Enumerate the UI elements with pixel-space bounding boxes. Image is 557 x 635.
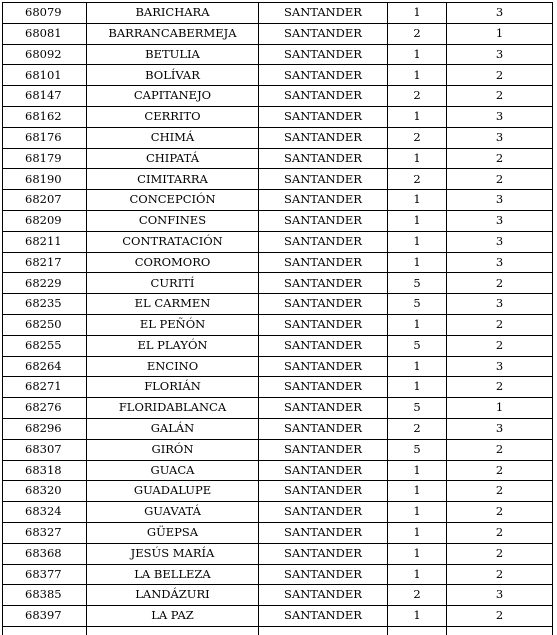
department-cell: SANTANDER (259, 564, 388, 585)
municipality-code-cell: 68079 (3, 3, 87, 24)
value-a-cell: 2 (388, 418, 447, 439)
value-a-cell: 1 (388, 148, 447, 169)
empty-cell (388, 626, 447, 635)
value-b-cell: 2 (447, 314, 553, 335)
value-b-cell: 3 (447, 231, 553, 252)
table-row (3, 273, 553, 294)
table-row (3, 86, 553, 107)
value-a-cell: 2 (388, 23, 447, 44)
municipality-code-cell: 68318 (3, 460, 87, 481)
value-a-cell: 1 (388, 543, 447, 564)
table-row (3, 148, 553, 169)
value-a-cell: 2 (388, 86, 447, 107)
municipality-name-cell: CONCEPCIÓN (87, 190, 259, 211)
municipality-name-cell: BARICHARA (87, 3, 259, 24)
value-a-cell: 1 (388, 377, 447, 398)
table-row (3, 502, 553, 523)
value-b-cell: 2 (447, 273, 553, 294)
municipality-code-cell: 68235 (3, 294, 87, 315)
department-cell: SANTANDER (259, 3, 388, 24)
municipality-code-cell: 68217 (3, 252, 87, 273)
value-a-cell: 1 (388, 564, 447, 585)
municipality-code-cell: 68324 (3, 502, 87, 523)
department-cell: SANTANDER (259, 148, 388, 169)
department-cell: SANTANDER (259, 190, 388, 211)
table-row (3, 439, 553, 460)
municipality-name-cell: CERRITO (87, 106, 259, 127)
value-a-cell: 5 (388, 273, 447, 294)
table-row (3, 127, 553, 148)
table-row (3, 418, 553, 439)
value-b-cell: 2 (447, 148, 553, 169)
department-cell: SANTANDER (259, 335, 388, 356)
department-cell: SANTANDER (259, 23, 388, 44)
municipality-name-cell: GALÁN (87, 418, 259, 439)
value-b-cell: 2 (447, 439, 553, 460)
municipality-name-cell: LA BELLEZA (87, 564, 259, 585)
value-b-cell: 2 (447, 460, 553, 481)
table-row (3, 294, 553, 315)
value-a-cell: 1 (388, 3, 447, 24)
table-row (3, 398, 553, 419)
municipality-code-cell: 68385 (3, 585, 87, 606)
municipality-name-cell: FLORIDABLANCA (87, 398, 259, 419)
value-b-cell: 2 (447, 86, 553, 107)
department-cell: SANTANDER (259, 106, 388, 127)
municipality-table (2, 2, 553, 635)
municipality-code-cell: 68264 (3, 356, 87, 377)
value-b-cell: 2 (447, 606, 553, 627)
municipality-code-cell: 68397 (3, 606, 87, 627)
municipality-name-cell: CIMITARRA (87, 169, 259, 190)
table-row (3, 585, 553, 606)
value-a-cell: 1 (388, 502, 447, 523)
municipality-code-cell: 68271 (3, 377, 87, 398)
value-b-cell: 3 (447, 127, 553, 148)
municipality-code-cell: 68207 (3, 190, 87, 211)
value-a-cell: 1 (388, 106, 447, 127)
value-b-cell: 1 (447, 23, 553, 44)
municipality-name-cell: FLORIÁN (87, 377, 259, 398)
table-row (3, 190, 553, 211)
department-cell: SANTANDER (259, 543, 388, 564)
value-b-cell: 2 (447, 335, 553, 356)
department-cell: SANTANDER (259, 231, 388, 252)
municipality-name-cell: EL PLAYÓN (87, 335, 259, 356)
value-b-cell: 2 (447, 564, 553, 585)
department-cell: SANTANDER (259, 252, 388, 273)
table-row-partial (3, 626, 553, 635)
municipality-code-cell: 68190 (3, 169, 87, 190)
table-row (3, 543, 553, 564)
table-row (3, 252, 553, 273)
department-cell: SANTANDER (259, 585, 388, 606)
table-row (3, 335, 553, 356)
table-row (3, 522, 553, 543)
municipality-name-cell: CAPITANEJO (87, 86, 259, 107)
table-row (3, 23, 553, 44)
municipality-name-cell: GUAVATÁ (87, 502, 259, 523)
empty-cell (3, 626, 87, 635)
municipality-code-cell: 68368 (3, 543, 87, 564)
municipality-code-cell: 68092 (3, 44, 87, 65)
municipality-name-cell: CHIPATÁ (87, 148, 259, 169)
value-a-cell: 2 (388, 169, 447, 190)
municipality-name-cell: LA PAZ (87, 606, 259, 627)
value-a-cell: 5 (388, 294, 447, 315)
department-cell: SANTANDER (259, 86, 388, 107)
department-cell: SANTANDER (259, 439, 388, 460)
municipality-name-cell: LANDÁZURI (87, 585, 259, 606)
value-b-cell: 3 (447, 294, 553, 315)
municipality-code-cell: 68081 (3, 23, 87, 44)
department-cell: SANTANDER (259, 127, 388, 148)
municipality-code-cell: 68229 (3, 273, 87, 294)
municipality-name-cell: BARRANCABERMEJA (87, 23, 259, 44)
municipality-code-cell: 68147 (3, 86, 87, 107)
value-b-cell: 3 (447, 356, 553, 377)
value-b-cell: 3 (447, 585, 553, 606)
municipality-code-cell: 68101 (3, 65, 87, 86)
table-row (3, 106, 553, 127)
value-a-cell: 1 (388, 606, 447, 627)
table-row (3, 210, 553, 231)
value-b-cell: 3 (447, 252, 553, 273)
table-body (3, 3, 553, 635)
empty-cell (447, 626, 553, 635)
municipality-code-cell: 68209 (3, 210, 87, 231)
value-a-cell: 1 (388, 252, 447, 273)
department-cell: SANTANDER (259, 210, 388, 231)
value-b-cell: 2 (447, 502, 553, 523)
value-b-cell: 3 (447, 106, 553, 127)
value-b-cell: 2 (447, 169, 553, 190)
department-cell: SANTANDER (259, 314, 388, 335)
value-b-cell: 3 (447, 210, 553, 231)
municipality-name-cell: CHIMÁ (87, 127, 259, 148)
value-b-cell: 3 (447, 190, 553, 211)
value-a-cell: 1 (388, 481, 447, 502)
municipality-name-cell: BETULIA (87, 44, 259, 65)
municipality-code-cell: 68320 (3, 481, 87, 502)
municipality-name-cell: CURITÍ (87, 273, 259, 294)
department-cell: SANTANDER (259, 294, 388, 315)
department-cell: SANTANDER (259, 460, 388, 481)
table-row (3, 169, 553, 190)
table-row (3, 231, 553, 252)
department-cell: SANTANDER (259, 356, 388, 377)
table-row (3, 460, 553, 481)
municipality-code-cell: 68250 (3, 314, 87, 335)
value-a-cell: 1 (388, 190, 447, 211)
value-a-cell: 2 (388, 127, 447, 148)
table-row (3, 314, 553, 335)
municipality-code-cell: 68377 (3, 564, 87, 585)
value-b-cell: 1 (447, 398, 553, 419)
value-b-cell: 2 (447, 522, 553, 543)
department-cell: SANTANDER (259, 273, 388, 294)
municipality-name-cell: GUACA (87, 460, 259, 481)
department-cell: SANTANDER (259, 502, 388, 523)
municipality-name-cell: BOLÍVAR (87, 65, 259, 86)
municipality-code-cell: 68255 (3, 335, 87, 356)
municipality-name-cell: EL CARMEN (87, 294, 259, 315)
value-a-cell: 5 (388, 439, 447, 460)
value-a-cell: 5 (388, 335, 447, 356)
municipality-name-cell: CONFINES (87, 210, 259, 231)
municipality-name-cell: JESÚS MARÍA (87, 543, 259, 564)
municipality-code-cell: 68176 (3, 127, 87, 148)
municipality-name-cell: COROMORO (87, 252, 259, 273)
municipality-name-cell: GUADALUPE (87, 481, 259, 502)
value-a-cell: 1 (388, 314, 447, 335)
value-a-cell: 1 (388, 210, 447, 231)
value-a-cell: 5 (388, 398, 447, 419)
department-cell: SANTANDER (259, 169, 388, 190)
department-cell: SANTANDER (259, 65, 388, 86)
value-a-cell: 2 (388, 585, 447, 606)
municipality-code-cell: 68307 (3, 439, 87, 460)
table-row (3, 65, 553, 86)
value-b-cell: 2 (447, 65, 553, 86)
value-b-cell: 3 (447, 3, 553, 24)
value-a-cell: 1 (388, 44, 447, 65)
value-a-cell: 1 (388, 356, 447, 377)
municipality-name-cell: GIRÓN (87, 439, 259, 460)
municipality-name-cell: EL PEÑÓN (87, 314, 259, 335)
table-row (3, 564, 553, 585)
value-a-cell: 1 (388, 522, 447, 543)
department-cell: SANTANDER (259, 418, 388, 439)
table-row (3, 377, 553, 398)
value-b-cell: 3 (447, 418, 553, 439)
municipality-code-cell: 68296 (3, 418, 87, 439)
department-cell: SANTANDER (259, 481, 388, 502)
empty-cell (259, 626, 388, 635)
department-cell: SANTANDER (259, 377, 388, 398)
municipality-name-cell: ENCINO (87, 356, 259, 377)
value-a-cell: 1 (388, 460, 447, 481)
department-cell: SANTANDER (259, 398, 388, 419)
table-row (3, 481, 553, 502)
municipality-code-cell: 68179 (3, 148, 87, 169)
municipality-code-cell: 68276 (3, 398, 87, 419)
table-row (3, 606, 553, 627)
municipality-code-cell: 68327 (3, 522, 87, 543)
municipality-code-cell: 68162 (3, 106, 87, 127)
department-cell: SANTANDER (259, 522, 388, 543)
municipality-name-cell: CONTRATACIÓN (87, 231, 259, 252)
value-b-cell: 2 (447, 377, 553, 398)
value-a-cell: 1 (388, 231, 447, 252)
table-row (3, 356, 553, 377)
table-row (3, 3, 553, 24)
value-a-cell: 1 (388, 65, 447, 86)
municipality-code-cell: 68211 (3, 231, 87, 252)
empty-cell (87, 626, 259, 635)
department-cell: SANTANDER (259, 44, 388, 65)
value-b-cell: 2 (447, 481, 553, 502)
table-row (3, 44, 553, 65)
value-b-cell: 3 (447, 44, 553, 65)
department-cell: SANTANDER (259, 606, 388, 627)
municipality-name-cell: GÜEPSA (87, 522, 259, 543)
value-b-cell: 2 (447, 543, 553, 564)
